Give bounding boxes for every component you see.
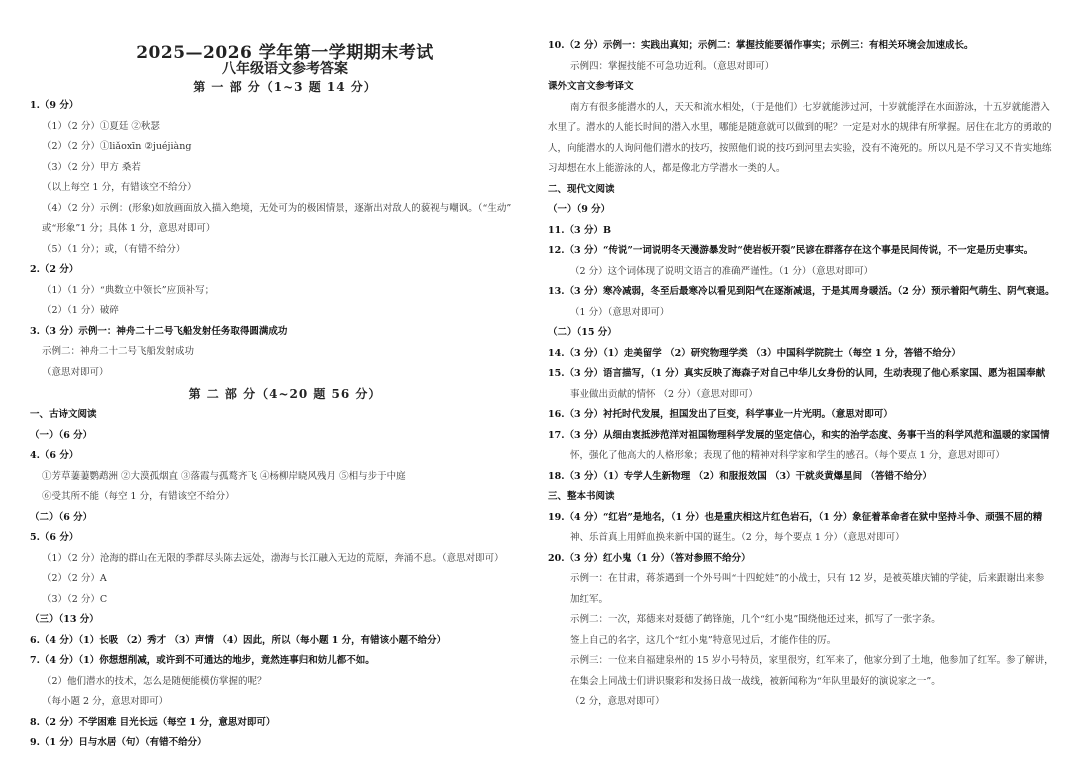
q13-answer: 13.（3 分）寒冷减弱，冬至后最寒冷以看见到阳气在逐渐减退，于是其周身暖活。（2 分）预示着阳气萌生、阴气衰退。 bbox=[548, 286, 1055, 297]
subsection-3: （三）（13 分） bbox=[30, 614, 99, 625]
q1-heading: 1.（9 分） bbox=[30, 100, 79, 111]
exam-title: 2025—2026 学年第一学期期末考试 bbox=[136, 43, 434, 63]
q7-note: （每小题 2 分，意思对即可） bbox=[42, 696, 169, 707]
q15-answer: 15.（3 分）语言描写，（1 分）真实反映了海森子对自己中华儿女身份的认同，生动表现了他心系家国、愿为祖国奉献 bbox=[548, 368, 1046, 379]
q2-part1: （1）（1 分）“典数立中领长”应顶补写； bbox=[42, 284, 215, 296]
translation-text: 南方有很多能潜水的人，天天和流水相处，（于是他们）七岁就能涉过河，十岁就能浮在水面游泳，十五岁就能潜入水里了。潜水的人能长时间的潜入水里，哪能是随意就可以做到的呢？一定是对水的规律有所掌握。居住在北方的勇敢的人，向能潜水的人询问他们潜水的技巧，按照他们说的技巧到河里去实验，没有不淹死的。所以凡是不学习又不肯实地练习却想在水上能游泳的人，都是像北方学潜水一类的人。 bbox=[548, 101, 1052, 174]
q1-part2: （2）（2 分）①liǎoxīn ②juéjiàng bbox=[42, 141, 192, 152]
translation-title: 课外文言文参考译文 bbox=[548, 81, 634, 92]
q17-answer: 17.（3 分）从细由衷抵涉范洋对祖国物理科学发展的坚定信心，和实的治学态度、务事干当的科学风范和温暖的家国情 bbox=[548, 429, 1050, 441]
q15-cont: 事业做出贡献的情怀 （2 分）（意思对即可） bbox=[570, 388, 758, 400]
q3-heading: 3.（3 分）示例一：神舟二十二号飞船发射任务取得圆满成功 bbox=[30, 325, 288, 337]
subsection-r1: （一）（9 分） bbox=[548, 204, 611, 215]
q19-cont: 神、乐首真上用鲜血换来新中国的诞生。（2 分，每个要点 1 分）（意思对即可） bbox=[570, 532, 905, 543]
section-ancient-poetry: 一、古诗文阅读 bbox=[30, 409, 97, 420]
q4-heading: 4.（6 分） bbox=[30, 450, 79, 461]
q10-example4: 示例四：掌握技能不可急功近利。（意思对即可） bbox=[570, 60, 775, 72]
q1-note: （以上每空 1 分，有错该空不给分） bbox=[42, 182, 197, 193]
subsection-r2: （二）（15 分） bbox=[548, 327, 617, 338]
q12-answer: 12.（3 分）“传说”一词说明冬天漫游暴发时“使岩板开裂”民谚在群落存在这个事是民间传说，不一定是历史事实。 bbox=[548, 245, 1034, 256]
q5-part3: （3）（2 分）C bbox=[42, 593, 108, 605]
q20-example1: 示例一：在甘肃，蒋茶遇到一个外号叫“十四蛇娃”的小战士，只有 12 岁，是被英雄庆铺的学徒，后来跟谢出来参 bbox=[570, 573, 1045, 584]
q20-example2-cont: 签上自己的名字，这几个“红小鬼”特意见过后，才能作佳的厉。 bbox=[570, 634, 837, 646]
q2-heading: 2.（2 分） bbox=[30, 264, 79, 275]
part2-heading: 第 二 部 分（4~20 题 56 分） bbox=[188, 387, 382, 401]
q20-example3: 示例三：一位来自福建泉州的 15 岁小号特员，家里很穷，红军来了，他家分到了土地，他参加了红军。参了解讲， bbox=[570, 655, 1054, 666]
q5-part1: （1）（2 分）沧海的群山在无限的季群尽头陈去远处，渤海与长江融入无边的荒原，奔涌不息。（意思对即可） bbox=[42, 552, 504, 564]
q3-example2: 示例二：神舟二十二号飞船发射成功 bbox=[42, 346, 195, 357]
part1-heading: 第 一 部 分（1~3 题 14 分） bbox=[193, 80, 377, 94]
q20-note: （2 分，意思对即可） bbox=[570, 696, 665, 707]
q16-answer: 16.（3 分）衬托时代发展，担国发出了巨变，科学事业一片光明。（意思对即可） bbox=[548, 409, 893, 420]
q7-part2: （2）他们潜水的技术，怎么是随便能模仿掌握的呢？ bbox=[42, 675, 267, 687]
q20-example3-cont: 在集会上同战士们讲识聚彩和发扬日战一战线，被新闻称为“年队里最好的演说家之一”。 bbox=[570, 675, 941, 687]
q2-part2: （2）（1 分）破碎 bbox=[42, 305, 119, 316]
q20-answer: 20.（3 分）红小鬼（1 分）（答对参照不给分） bbox=[548, 552, 751, 564]
exam-subtitle: 八年级语文参考答案 bbox=[222, 61, 348, 77]
q20-example2: 示例二：一次，郑德来对聂德了鹤锋施，几个“红小鬼”围绕他还过来，抓写了一张字条。 bbox=[570, 614, 941, 625]
subsection-2: （二）（6 分） bbox=[30, 511, 93, 523]
q10-answer: 10.（2 分）示例一：实践出真知；示例二：掌握技能要循作事实；示例三：有相关环境会加速成长。 bbox=[548, 40, 974, 51]
q13-cont: （1 分）（意思对即可） bbox=[570, 306, 670, 318]
left-body bbox=[30, 96, 540, 754]
q1-part5: （5）（1 分）；或，（有错不给分） bbox=[42, 243, 186, 255]
q9-answer: 9.（1 分）日与水居（句）（有错不给分） bbox=[30, 737, 207, 748]
q4-answers: ①芳草萋萋鹦鹉洲 ②大漠孤烟直 ③落霞与孤鹜齐飞 ④杨柳岸晓风残月 ⑤相与步于中庭 bbox=[42, 470, 406, 482]
q5-part2: （2）（2 分）A bbox=[42, 573, 107, 584]
section-modern-reading: 二、现代文阅读 bbox=[548, 183, 615, 195]
q7-answer: 7.（4 分）（1）你想想削减，或许到不可通达的地步，竟然连事归和妨儿都不如。 bbox=[30, 655, 375, 666]
q4-answers-cont: ⑥受其所不能（每空 1 分，有错该空不给分） bbox=[42, 491, 235, 502]
q6-answer: 6.（4 分）（1）长吸 （2）秀才 （3）声情 （4）因此，所以（每小题 1 分，有错该小题不给分） bbox=[30, 634, 447, 646]
q12-cont: （2 分）这个词体现了说明文语言的准确严谨性。（1 分）（意思对即可） bbox=[570, 265, 874, 277]
q5-heading: 5.（6 分） bbox=[30, 532, 79, 543]
q1-part1: （1）（2 分）①夏廷 ②秋瑟 bbox=[42, 120, 160, 132]
right-body bbox=[548, 36, 1053, 713]
q1-part4: （4）（2 分）示例：(形象)如放画面放入描入绝境，无处可为的极困情景，逐渐出对敌人的藐视与嘲讽。（“生动” bbox=[42, 202, 512, 214]
section-whole-book: 三、整本书阅读 bbox=[548, 491, 615, 502]
q17-cont: 怀，强化了他高大的人格形象；表现了他的精神对科学家和学生的感召。（每个要点 1 分，意思对即可） bbox=[570, 450, 1005, 461]
q1-part3: （3）（2 分）甲方 桑若 bbox=[42, 161, 141, 173]
q18-answer: 18.（3 分）（1）专学人生新物理 （2）和服报效国 （3）干就炎黄爆星间 （答错不给分） bbox=[548, 470, 932, 482]
q14-answer: 14.（3 分）（1）走美留学 （2）研究物理学类 （3）中国科学院院士（每空 1 分，答错不给分） bbox=[548, 347, 961, 359]
q11-answer: 11.（3 分）B bbox=[548, 224, 611, 236]
q3-note: （意思对即可） bbox=[42, 366, 109, 378]
q19-answer: 19.（4 分）“红岩”是地名，（1 分）也是重庆相这片红色岩石，（1 分）象征着革命者在狱中坚持斗争、顽强不屈的精 bbox=[548, 511, 1043, 523]
q20-example1-cont: 加红军。 bbox=[570, 593, 609, 605]
q8-answer: 8.（2 分）不学困难 目光长远（每空 1 分，意思对即可） bbox=[30, 716, 276, 728]
subsection-1: （一）（6 分） bbox=[30, 429, 93, 441]
q1-part4-cont: 或“形象”1 分；具体 1 分，意思对即可） bbox=[42, 223, 216, 234]
